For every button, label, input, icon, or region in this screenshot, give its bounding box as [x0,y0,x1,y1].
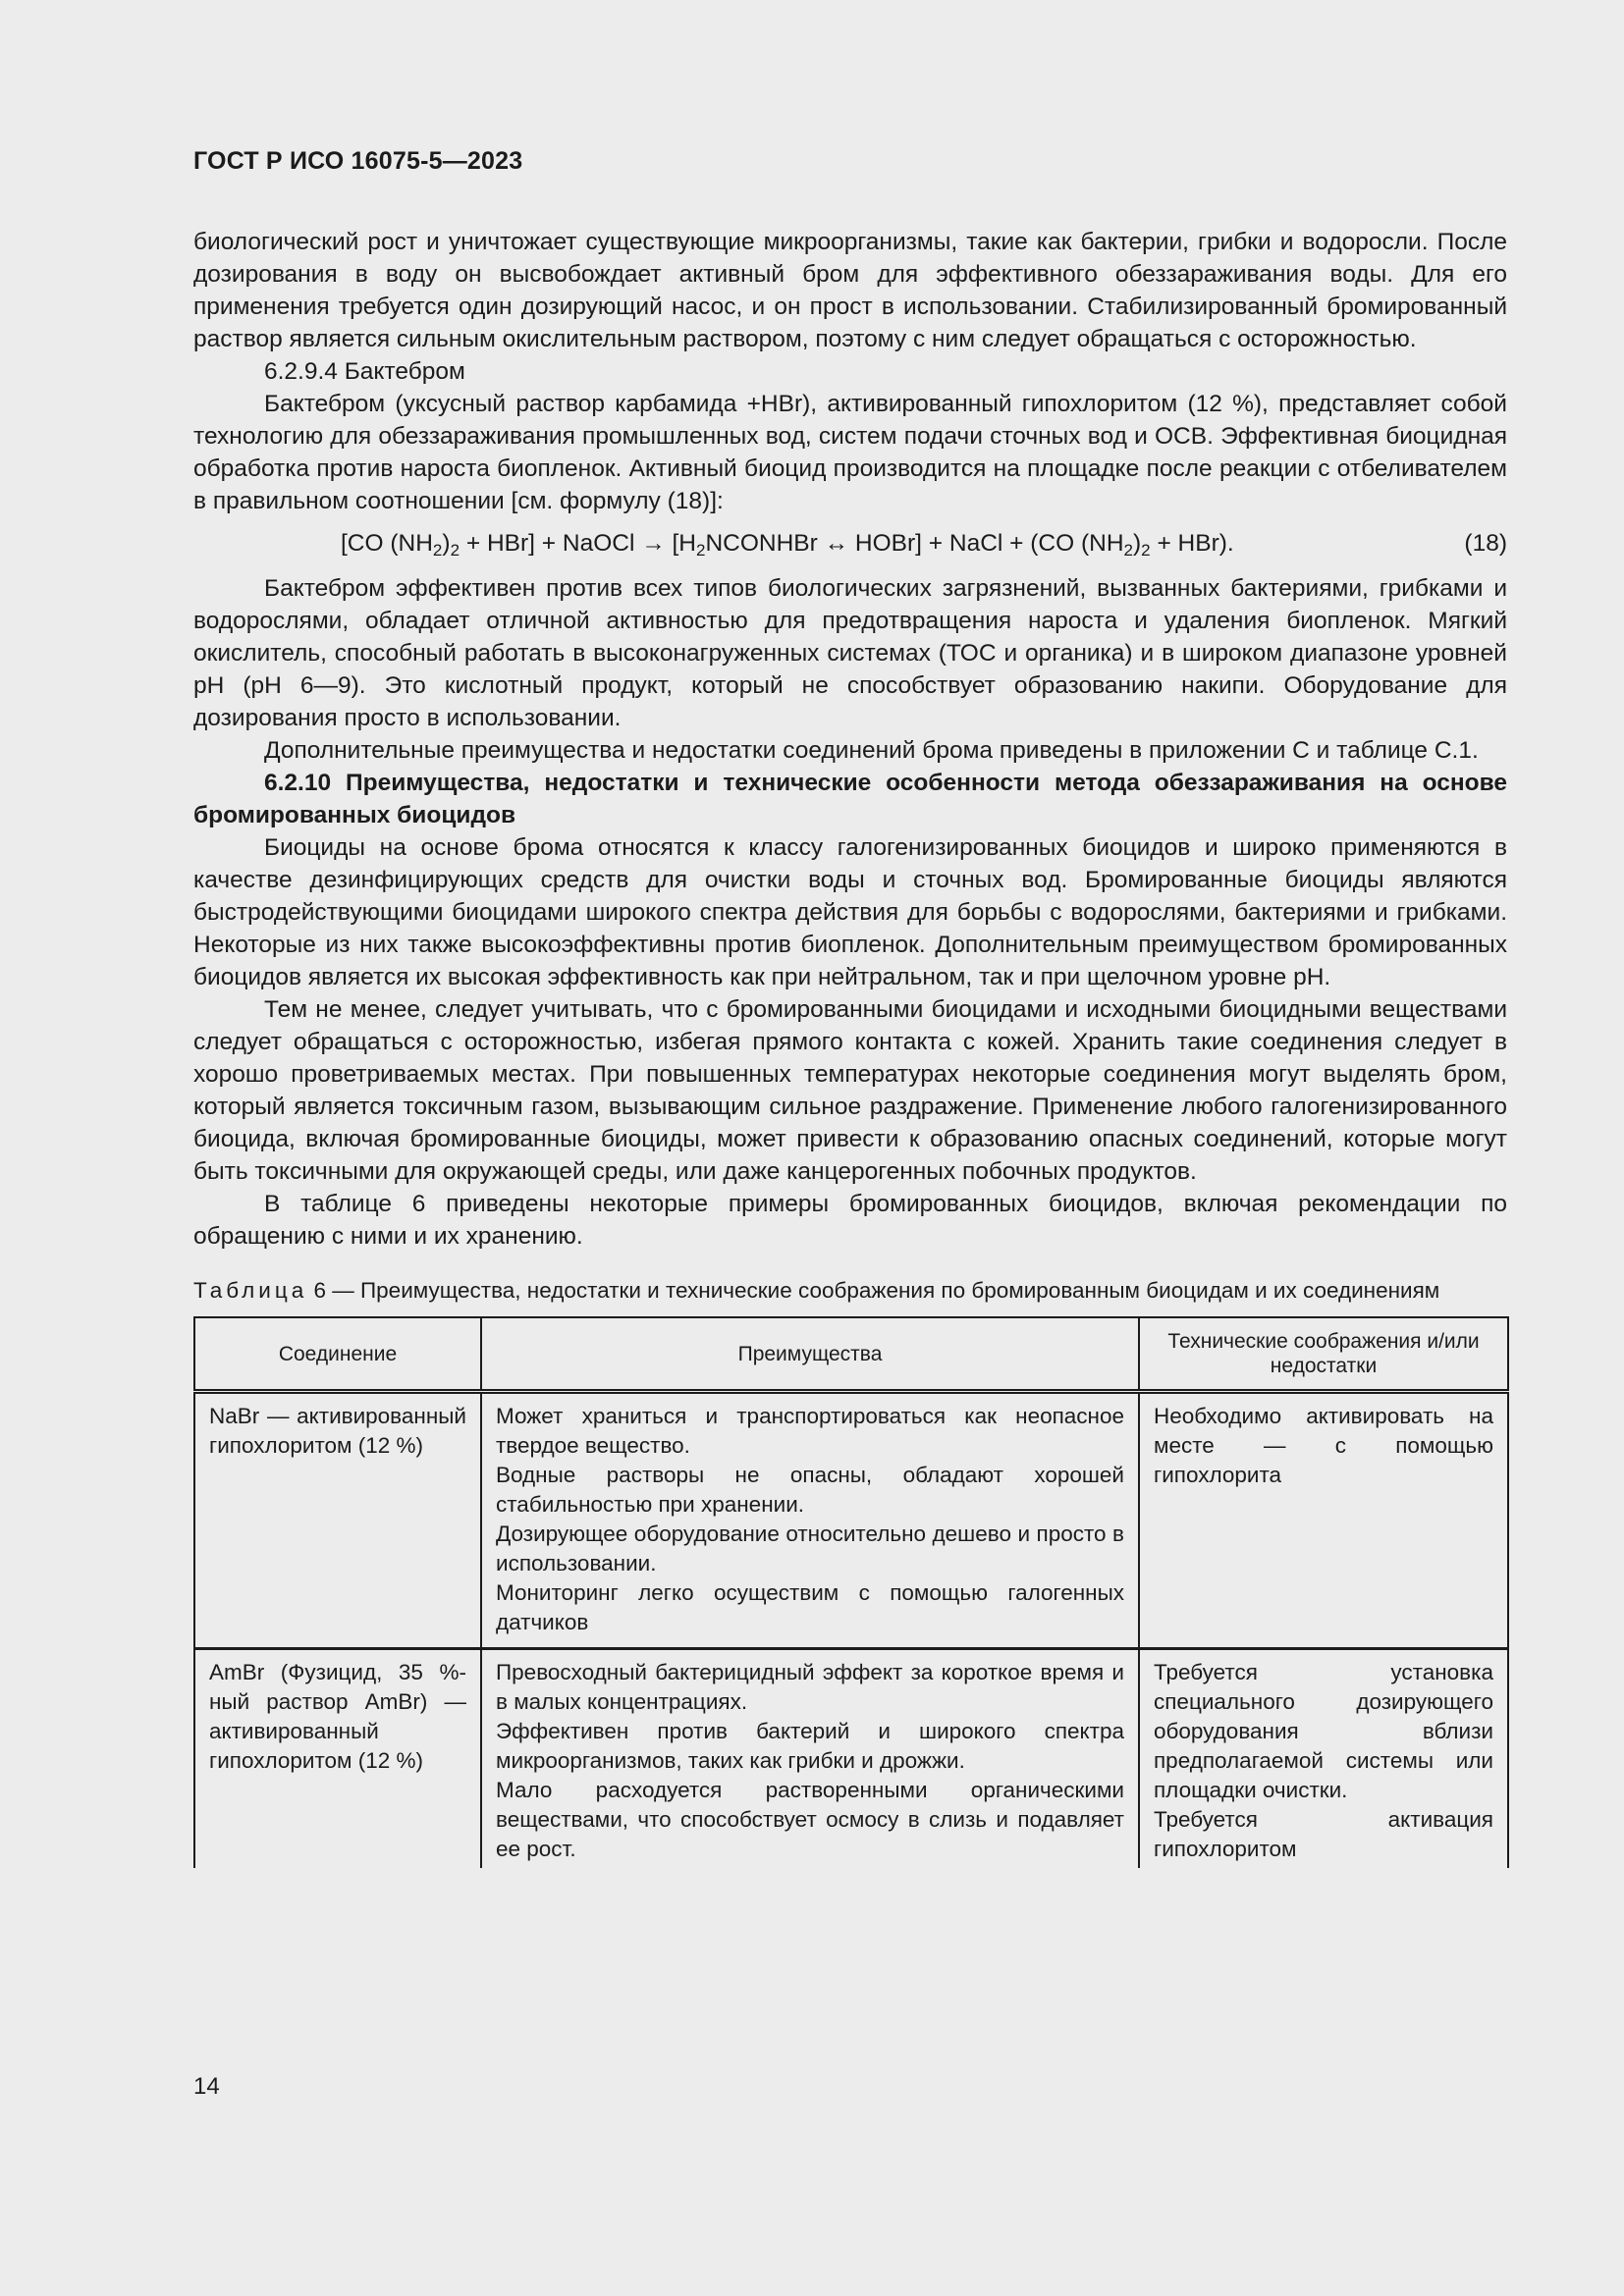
paragraph: биологический рост и уничтожает существующие микроорганизмы, такие как бактерии, грибки и водоросли. После дозирования в воду он высвобождает активный бром для эффективного обеззараживания воды. Для его применения требуется один дозирующий насос, и он прост в использовании. Стабилизированный бромированный раствор является сильным окислительным раствором, поэтому с ним следует обращаться с осторожностью. [193,229,1507,352]
main-content [193,226,1507,1868]
paragraph: Бактебром эффективен против всех типов биологических загрязнений, вызванных бактериями, грибками и водорослями, обладает отличной активностью для предотвращения нароста и удаления биопленок. Мягкий окислитель, способный работать в высоконагруженных системах (ТОС и органика) и в широком диапазоне уровней pH (pH 6—9). Это кислотный продукт, который не способствует образованию накипи. Оборудование для дозирования просто в использовании. [193,575,1507,731]
page-number: 14 [193,2073,220,2100]
table-cell-considerations: Необходимо активировать на месте — с помощью гипохлорита [1139,1392,1508,1649]
table-row [194,1392,1508,1649]
formula-expression: [CO $(NH_2)_2 + HBr$] + NaOCl → [$H_2NCONHBr$ ↔ HOBr] + NaCl + (CO $(NH_2)_2 + HBr$). [341,530,1234,560]
table-caption-text: 6 — Преимущества, недостатки и технические соображения по бромированным биоцидам и их соединениям [307,1278,1440,1303]
table-row [194,1649,1508,1869]
biocide-table [193,1316,1509,1868]
formula-18 [193,519,1507,568]
section-heading: 6.2.10 Преимущества, недостатки и технические особенности метода обеззараживания на основе бромированных биоцидов [193,770,1507,828]
table-cell-advantages: Превосходный бактерицидный эффект за короткое время и в малых концентрациях. Эффективен против бактерий и широкого спектра микроорганизмов, таких как грибки и дрожжи. Мало расходуется растворенными органическими веществами, что способствует осмосу в слизь и подавляет ее рост. [481,1649,1139,1869]
column-header: Соединение [194,1317,481,1392]
table-cell-compound: NaBr — активированный гипохлоритом (12 %) [194,1392,481,1649]
paragraph: Биоциды на основе брома относятся к классу галогенизированных биоцидов и широко применяются в качестве дезинфицирующих средств для очистки воды и сточных вод. Бромированные биоциды являются быстродействующими биоцидами широкого спектра действия для борьбы с водорослями, бактериями и грибками. Некоторые из них также высокоэффективны против биопленок. Дополнительным преимуществом бромированных биоцидов является их высокая эффективность как при нейтральном, так и при щелочном уровне pH. [193,834,1507,990]
subsection-title: 6.2.9.4 Бактебром [264,358,465,385]
table-caption [193,1276,1507,1305]
table-cell-advantages: Может храниться и транспортироваться как неопасное твердое вещество. Водные растворы не опасны, обладают хорошей стабильностью при хранении. Дозирующее оборудование относительно дешево и просто в использовании. Мониторинг легко осуществим с помощью галогенных датчиков [481,1392,1139,1649]
paragraph: Бактебром (уксусный раствор карбамида +HBr), активированный гипохлоритом (12 %), представляет собой технологию для обеззараживания промышленных вод, систем подачи сточных вод и ОСВ. Эффективная биоцидная обработка против нароста биопленок. Активный биоцид производится на площадке после реакции с отбеливателем в правильном соотношении [см. формулу (18)]: [193,391,1507,514]
table-header-row [194,1317,1508,1392]
paragraph: Тем не менее, следует учитывать, что с бромированными биоцидами и исходными биоцидными веществами следует обращаться с осторожностью, избегая прямого контакта с кожей. Хранить такие соединения следует в хорошо проветриваемых местах. При повышенных температурах некоторые соединения могут выделять бром, который является токсичным газом, вызывающим сильное раздражение. Применение любого галогенизированного биоцида, включая бромированные биоциды, может привести к образованию опасных соединений, которые могут быть токсичными для окружающей среды, или даже канцерогенных побочных продуктов. [193,996,1507,1185]
table-cell-compound: AmBr (Фузицид, 35 %-ный раствор AmBr) — активированный гипохлоритом (12 %) [194,1649,481,1869]
column-header: Преимущества [481,1317,1139,1392]
column-header: Технические соображения и/или недостатки [1139,1317,1508,1392]
paragraph: В таблице 6 приведены некоторые примеры бромированных биоцидов, включая рекомендации по обращению с ними и их хранению. [193,1191,1507,1250]
paragraph: Дополнительные преимущества и недостатки соединений брома приведены в приложении С и таблице С.1. [264,737,1479,764]
formula-number: (18) [1464,530,1507,557]
document-header: ГОСТ Р ИСО 16075-5—2023 [193,147,523,175]
table-cell-considerations: Требуется установка специального дозирующего оборудования вблизи предполагаемой системы или площадки очистки. Требуется активация гипохлоритом [1139,1649,1508,1869]
table-caption-label: Таблица [193,1278,308,1303]
